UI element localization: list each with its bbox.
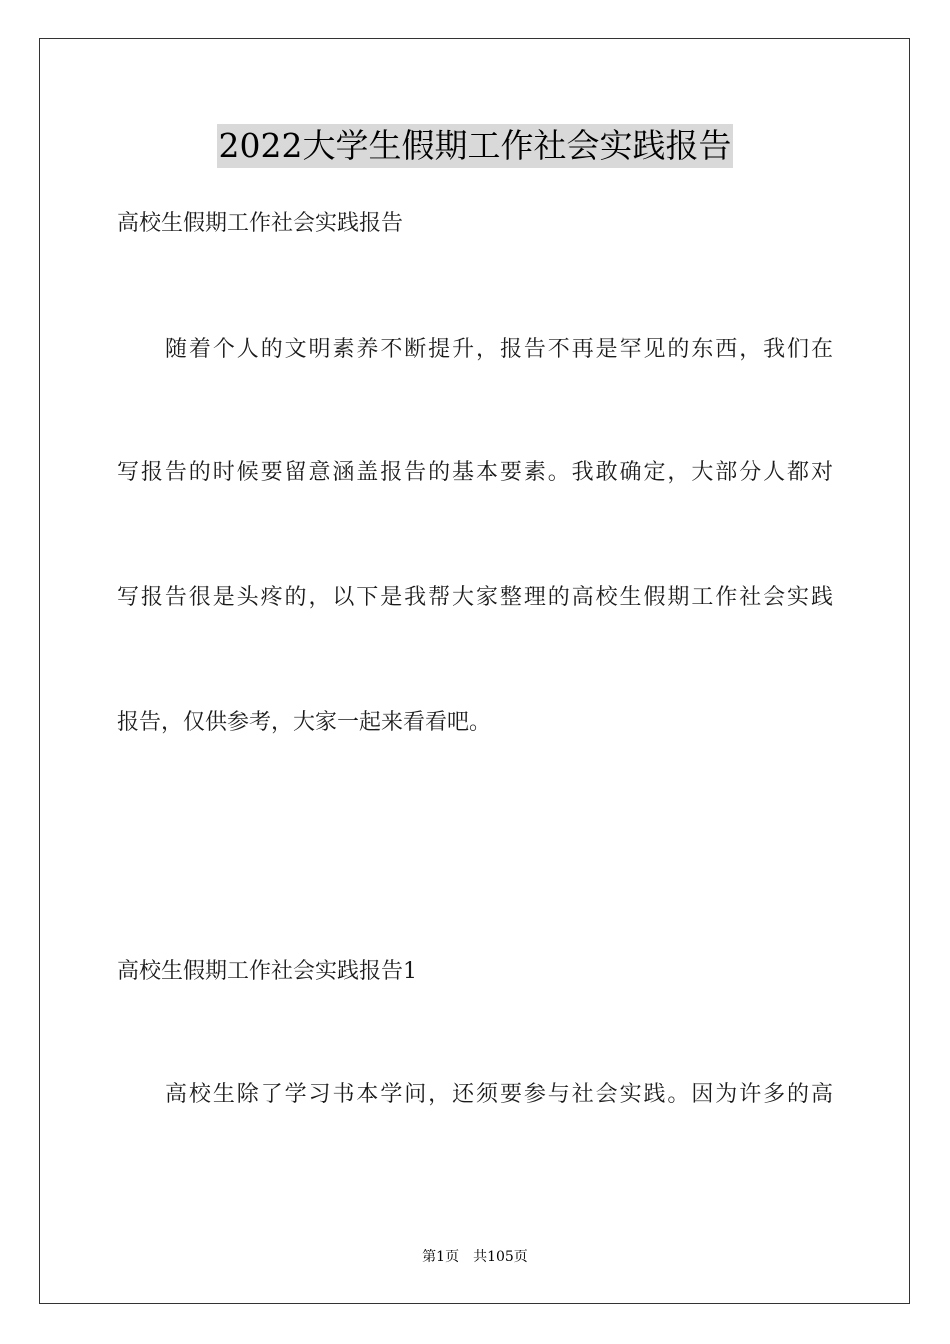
intro-line-1: 随着个人的文明素养不断提升，报告不再是罕见的东西，我们在 [165, 337, 833, 362]
intro-line-3: 写报告很是头疼的，以下是我帮大家整理的高校生假期工作社会实践 [117, 585, 833, 610]
intro-line-2: 写报告的时候要留意涵盖报告的基本要素。我敢确定，大部分人都对 [117, 460, 833, 485]
section-line-1: 高校生除了学习书本学问，还须要参与社会实践。因为许多的高 [165, 1082, 833, 1107]
document-subtitle: 高校生假期工作社会实践报告 [117, 211, 404, 236]
intro-line-4: 报告，仅供参考，大家一起来看看吧。 [117, 710, 492, 735]
title-container [0, 124, 950, 168]
document-title: 2022大学生假期工作社会实践报告 [217, 124, 734, 168]
section-heading: 高校生假期工作社会实践报告1 [117, 959, 417, 984]
page-number-footer: 第1页 共105页 [422, 1249, 528, 1265]
